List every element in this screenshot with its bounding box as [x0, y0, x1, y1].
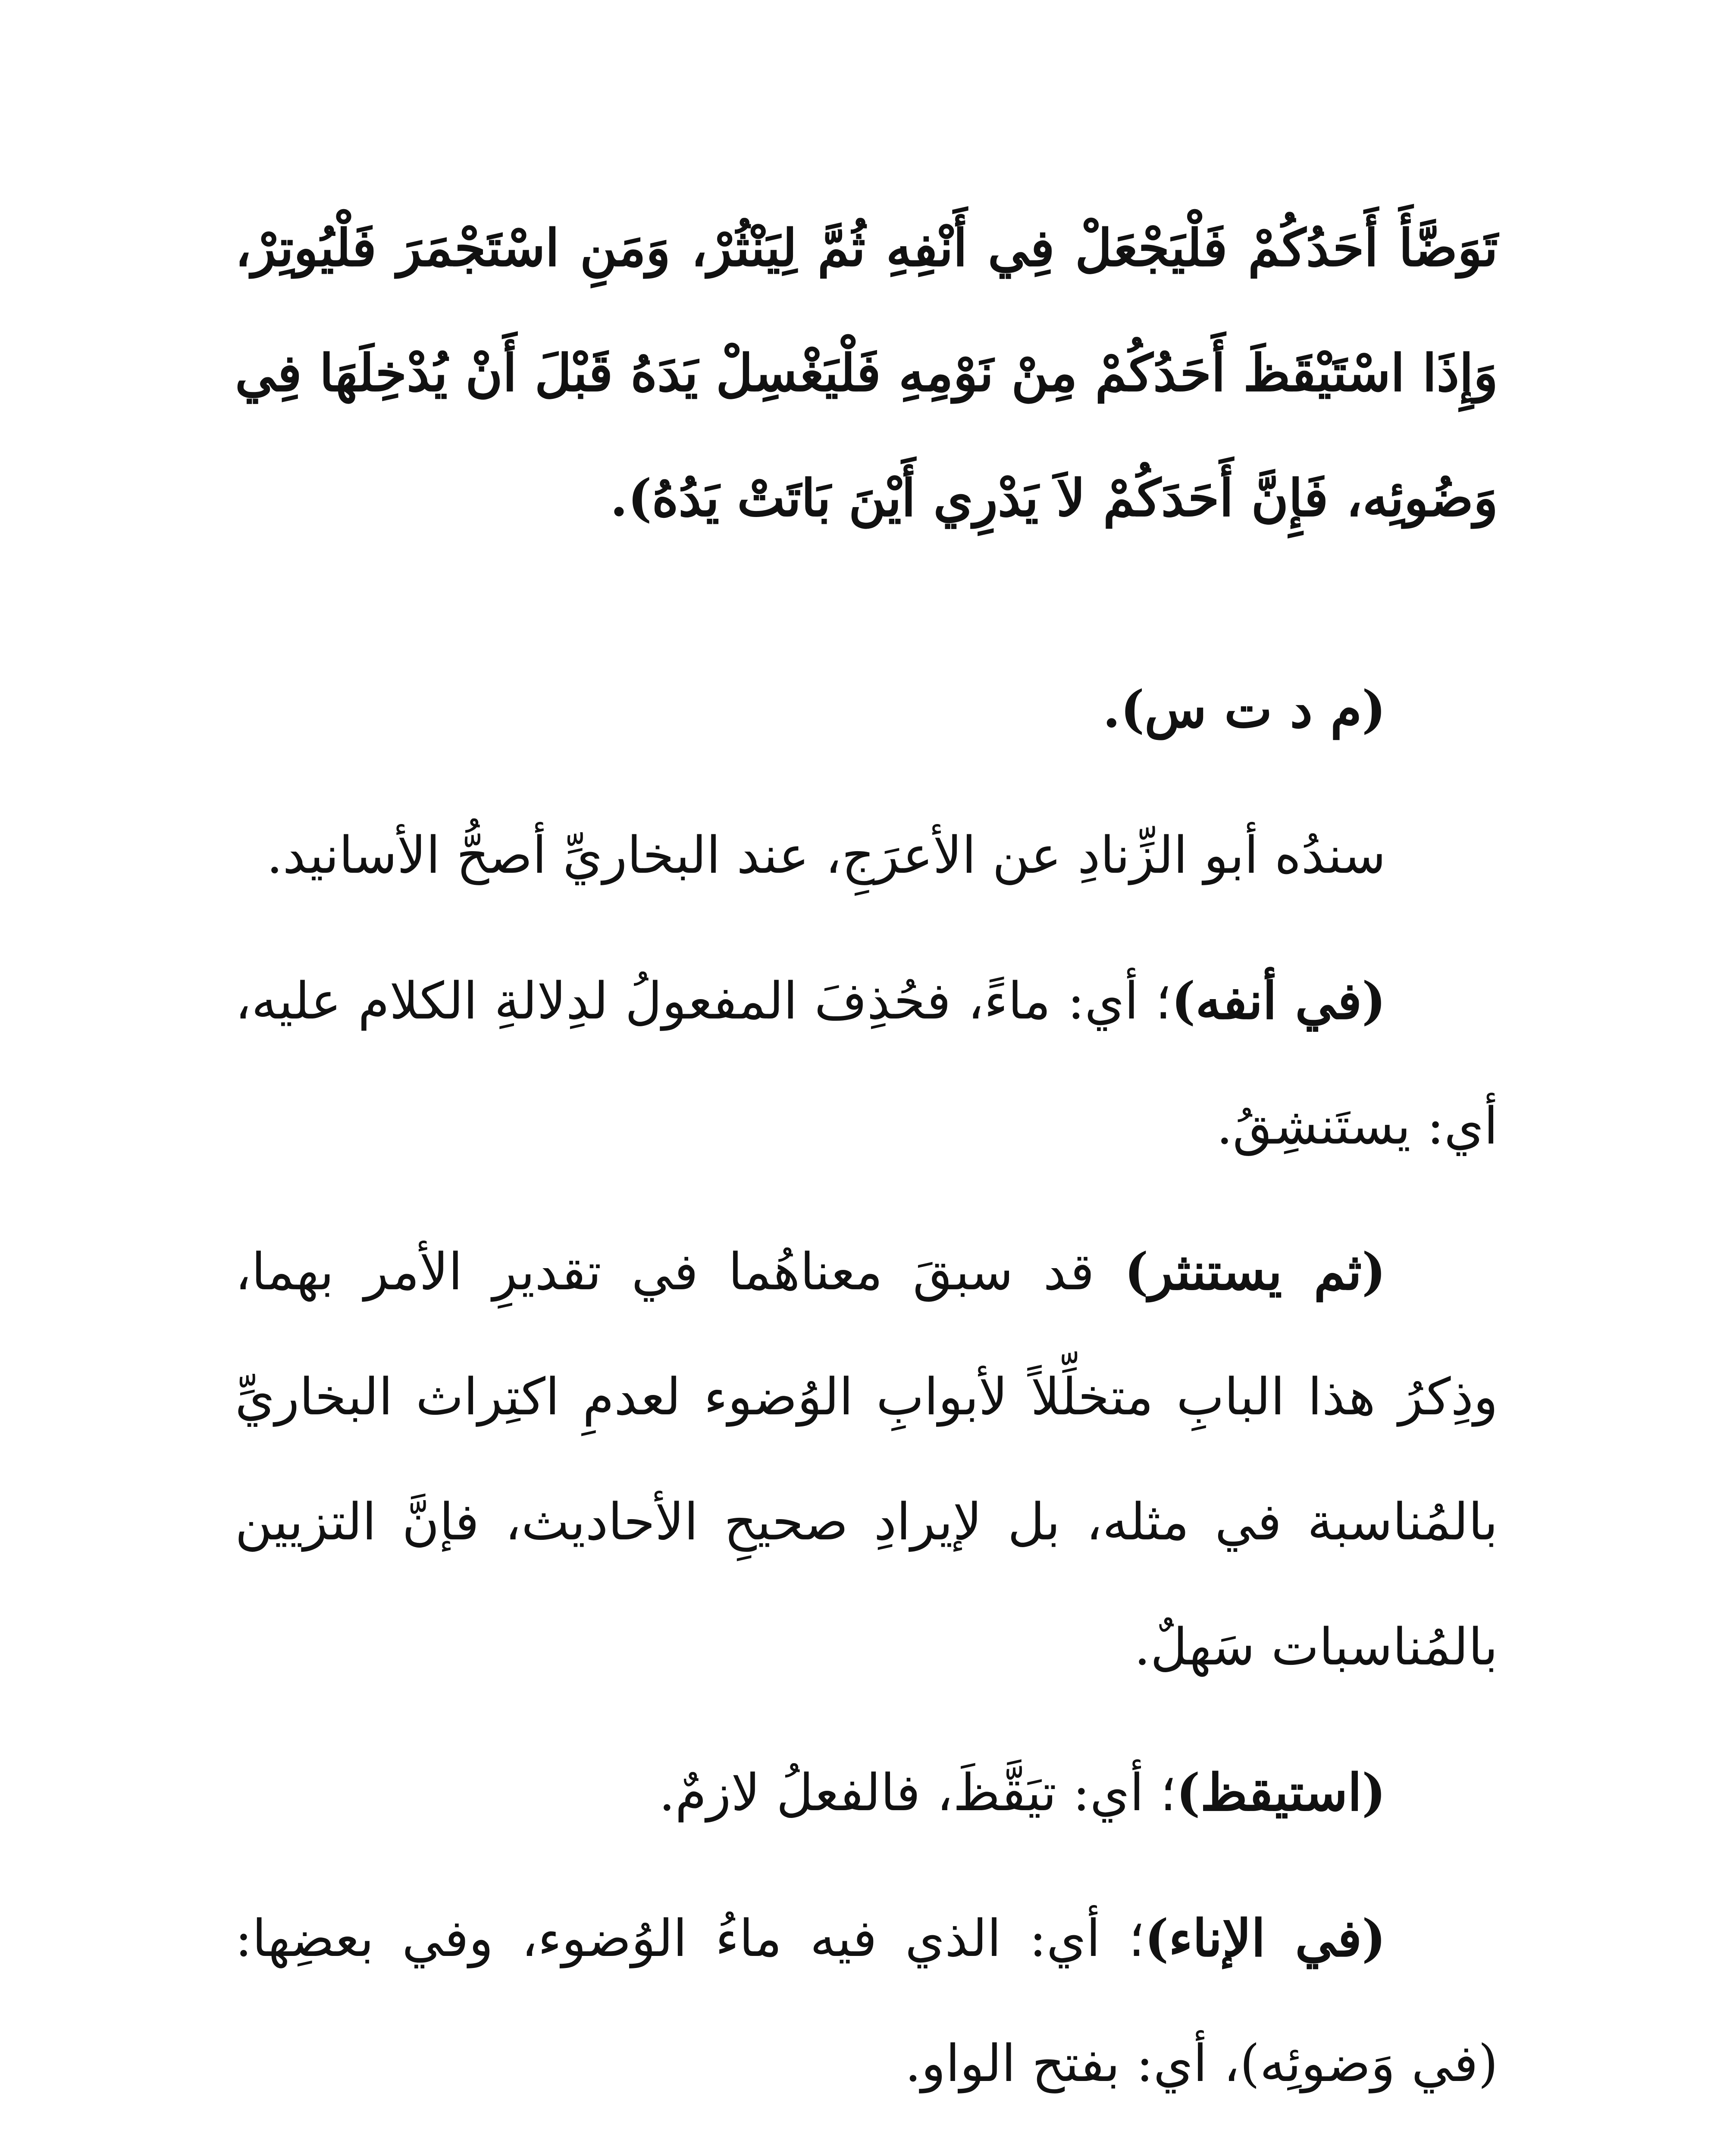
source-symbols: [235, 647, 1498, 772]
commentary-lead: (استيقظ): [1176, 1762, 1386, 1822]
commentary-yastanthir: [235, 1209, 1498, 1709]
commentary-text: قد سبقَ معناهُما في تقديرِ الأمر بهما، وذِكرُ هذا البابِ متخلِّلاً لأبوابِ الوُضوء لعدمِ اكتِراث البخاريِّ بالمُناسبة في مثله، بل لإيرادِ صحيحِ الأحاديث، فإنَّ التزيين بالمُناسبات سَهلٌ.: [235, 1242, 1498, 1677]
commentary-lead: (ثم يستنثر): [1124, 1241, 1386, 1301]
commentary-text: ؛ أي: تيَقَّظَ، فالفعلُ لازمٌ.: [658, 1763, 1176, 1822]
commentary-fi-anfih: [235, 938, 1498, 1188]
commentary-lead: (في أنفه): [1171, 971, 1386, 1031]
page-body: [235, 185, 1498, 2156]
source-symbols-content: (م د ت س).: [1103, 679, 1386, 739]
hadith-text-content: تَوَضَّأَ أَحَدُكُمْ فَلْيَجْعَلْ فِي أَنْفِهِ ثُمَّ لِيَنْثُرْ، وَمَنِ اسْتَجْمَرَ فَلْيُوتِرْ، وَإِذَا اسْتَيْقَظَ أَحَدُكُمْ مِنْ نَوْمِهِ فَلْيَغْسِلْ يَدَهُ قَبْلَ أَنْ يُدْخِلَهَا فِي وَضُوئِه، فَإِنَّ أَحَدَكُمْ لاَ يَدْرِي أَيْنَ بَاتَتْ يَدُهُ).: [235, 218, 1498, 528]
commentary-lead: (في الإناء): [1144, 1908, 1386, 1968]
chain-note: [235, 793, 1498, 918]
commentary-fil-inaa: [235, 1876, 1498, 2126]
hadith-text: [235, 185, 1498, 561]
commentary-fa-inna-ahadakum: [235, 2147, 1498, 2156]
commentary-text: ؛ أي: الذي فيه ماءُ الوُضوء، وفي بعضِها: (في وَضوئِه)، أي: بفتح الواو.: [235, 1908, 1498, 2093]
commentary-text: ؛ أي: ماءً، فحُذِفَ المفعولُ لدِلالةِ الكلام عليه، أي: يستَنشِقُ.: [235, 971, 1498, 1156]
commentary-istayqaza: [235, 1730, 1498, 1855]
chain-note-content: سندُه أبو الزِّنادِ عن الأعرَجِ، عند البخاريِّ أصحُّ الأسانيد.: [266, 825, 1386, 885]
